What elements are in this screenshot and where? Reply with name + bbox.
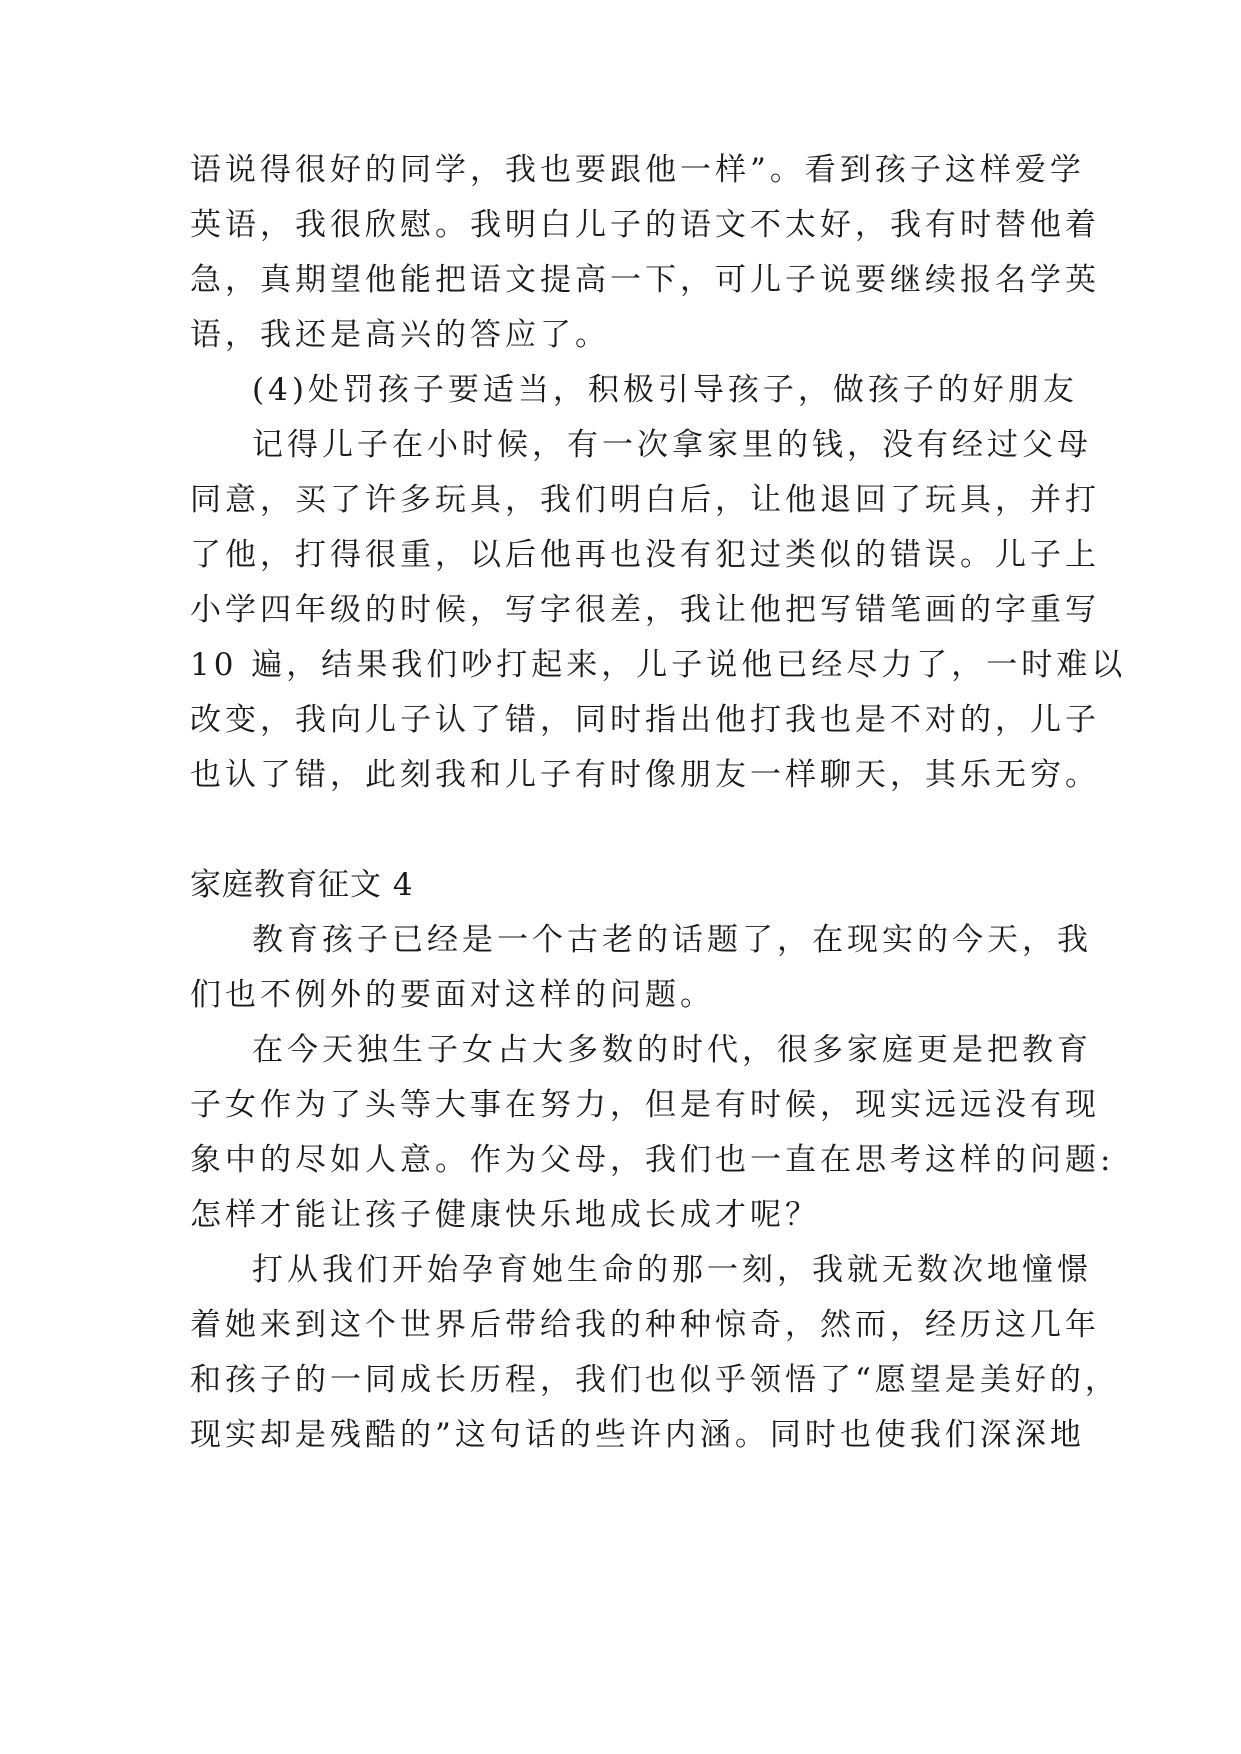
text-line: 语，我还是高兴的答应了。 bbox=[190, 317, 610, 353]
text-line: 也认了错，此刻我和儿子有时像朋友一样聊天，其乐无穷。 bbox=[190, 757, 1100, 793]
text-line: 改变，我向儿子认了错，同时指出他打我也是不对的，儿子 bbox=[190, 702, 1100, 738]
text-line: 急，真期望他能把语文提高一下，可儿子说要继续报名学英 bbox=[190, 262, 1100, 298]
text-line: 们也不例外的要面对这样的问题。 bbox=[190, 977, 715, 1013]
text-line: 子女作为了头等大事在努力，但是有时候，现实远远没有现 bbox=[190, 1087, 1100, 1123]
text-line: 象中的尽如人意。作为父母，我们也一直在思考这样的问题: bbox=[190, 1142, 1115, 1178]
paragraph-first-line: 在今天独生子女占大多数的时代，很多家庭更是把教育 bbox=[252, 1032, 1092, 1068]
text-line: 和孩子的一同成长历程，我们也似乎领悟了“愿望是美好的， bbox=[190, 1362, 1120, 1398]
text-line: 英语，我很欣慰。我明白儿子的语文不太好，我有时替他着 bbox=[190, 207, 1100, 243]
text-line: 了他，打得很重，以后他再也没有犯过类似的错误。儿子上 bbox=[190, 537, 1100, 573]
section-subheading: (4)处罚孩子要适当，积极引导孩子，做孩子的好朋友 bbox=[252, 372, 1078, 408]
paragraph-first-line: 记得儿子在小时候，有一次拿家里的钱，没有经过父母 bbox=[252, 427, 1092, 463]
text-line: 语说得很好的同学，我也要跟他一样”。看到孩子这样爱学 bbox=[190, 152, 1085, 188]
text-line: 怎样才能让孩子健康快乐地成长成才呢？ bbox=[190, 1197, 820, 1233]
text-line: 着她来到这个世界后带给我的种种惊奇，然而，经历这几年 bbox=[190, 1307, 1100, 1343]
section-heading: 家庭教育征文 4 bbox=[190, 867, 414, 903]
text-line: 同意，买了许多玩具，我们明白后，让他退回了玩具，并打 bbox=[190, 482, 1100, 518]
text-line: 10 遍，结果我们吵打起来，儿子说他已经尽力了，一时难以 bbox=[190, 647, 1127, 683]
text-line: 小学四年级的时候，写字很差，我让他把写错笔画的字重写 bbox=[190, 592, 1100, 628]
paragraph-first-line: 教育孩子已经是一个古老的话题了，在现实的今天，我 bbox=[252, 922, 1092, 958]
text-line: 现实却是残酷的”这句话的些许内涵。同时也使我们深深地 bbox=[190, 1417, 1085, 1453]
paragraph-first-line: 打从我们开始孕育她生命的那一刻，我就无数次地憧憬 bbox=[252, 1252, 1092, 1288]
